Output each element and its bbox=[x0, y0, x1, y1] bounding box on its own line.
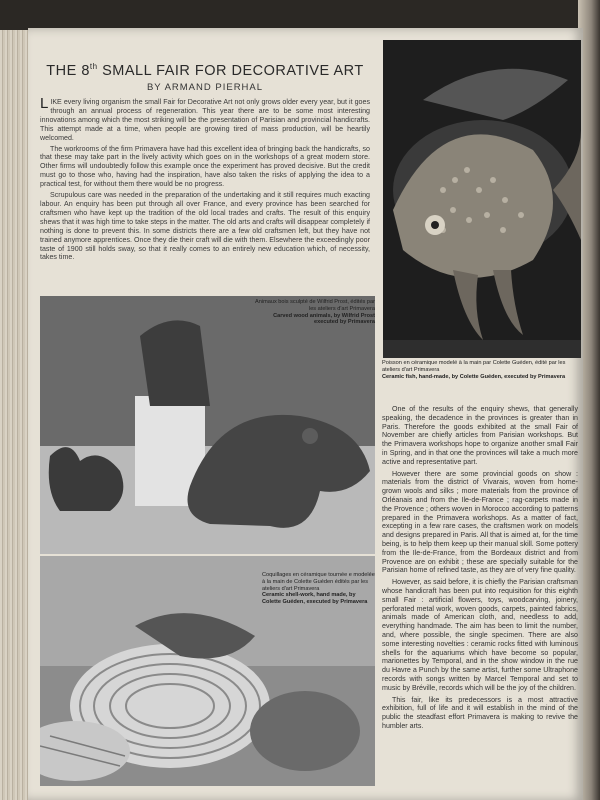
article-column-2 bbox=[382, 405, 578, 734]
animals-illustration bbox=[40, 296, 375, 554]
column-paragraph: One of the results of the enquiry shews, that generally speaking, the decadence in the provinces is greater than in Paris. Therefore the goods exhibited at the small Fair of November are chiefly articles from Parisian workshops. But the Primavera workshops hope to organize another small Fair in Spring, and in that one the provinces will take a much more active and representative part. bbox=[382, 405, 578, 466]
intro-paragraph: Scrupulous care was needed in the preparation of the undertaking and it still requires much exacting labour. An enquiry has been put through all over France, and every province has been searched for craftsmen who have kept up the tradition of the old local trades and crafts. The result of this enquiry shews that it was high time to take steps in the matter. The old arts and crafts will disappear completely if nothing is done to prevent this. In some districts there are a few old craftsmen left, but they have not trained anymore apprentices. Once they die their craft will die with them. Elsewhere the exceedingly poor taste of 1900 still holds sway, so that it really comes to an entirely new education which, of necessity, takes time. bbox=[40, 191, 370, 262]
column-paragraph: However there are some provincial goods on show : materials from the district of Vivarais, woven from home-grown wools and silks ; more materials from the province of Orléanais and from the Ile-de-France ; rag-carpets made in the Provence ; others woven in Morocco according to patterns prepared in the Primavera workshops. As a matter of fact, excepting in a few rare cases, the craftsmen work on models and designs prepared in Paris. All that is aimed at, for the time being, is to help them keep up their manual skill. Some pottery from the Ile-de-France, from the Bordeaux district and from Provence are on exhibit ; these are specially suitable for the Parisian home of refined taste, as they are of very fine quality. bbox=[382, 469, 578, 575]
animals-caption bbox=[250, 299, 375, 326]
intro-paragraph: LIKE every living organism the small Fair for Decorative Art not only grows older every year, but it goes through an annual process of regeneration. This year there are to be some most interesting innovations among which the most striking will be the presentation of Parisian and provincial handicrafts. This attempt made at a time, when people are growing tired of mass production, will be heartily welcomed. bbox=[40, 95, 370, 142]
shells-caption-en: Ceramic shell-work, hand made, by Colette Guéden, executed by Primavera bbox=[262, 592, 368, 606]
ceramic-fish-photo bbox=[383, 40, 581, 358]
fish-caption bbox=[382, 360, 582, 380]
fish-caption-fr: Poisson en céramique modelé à la main par Colette Guéden, édité par les ateliers d'art Primavera bbox=[382, 360, 566, 373]
shells-caption-fr: Coquillages en céramique tournée e modelée à la main de Colette Guéden édités par les ateliers d'art Primavera bbox=[262, 572, 375, 592]
carved-animals-photo bbox=[40, 296, 375, 554]
column-paragraph: This fair, like its predecessors is a most attractive exhibition, full of life and it will establish in the mind of the public the steadfast effort Primavera is making to revive the humbler arts. bbox=[382, 695, 578, 730]
article-title: THE 8th SMALL FAIR FOR DECORATIVE ART bbox=[46, 62, 364, 79]
dropcap: L bbox=[40, 95, 49, 112]
article-byline: BY ARMAND PIERHAL bbox=[146, 82, 264, 93]
fish-illustration bbox=[383, 40, 581, 358]
shells-caption bbox=[262, 572, 376, 606]
animals-caption-fr: Animaux bois sculpté de Wilfrid Prost, édités par les ateliers d'art Primavera bbox=[254, 299, 375, 312]
fish-caption-en: Ceramic fish, hand-made, by Colette Guéden, executed by Primavera bbox=[382, 373, 566, 380]
intro-paragraph: The workrooms of the firm Primavera have had this excellent idea of bringing back the handicrafts, so that these may take part in the lively activity which goes on in the workshops of a great modern store. Other firms will undoubtedly follow this example once the experiment has proved decisive. But the credit must go to those who, having had the inspiration, have also taken the risks of applying the idea to a practical test, for without them there would be no progress. bbox=[40, 144, 370, 189]
intro-text bbox=[40, 95, 370, 264]
animals-caption-en: Carved wood animals, by Wilfrid Prost executed by Primavera bbox=[273, 312, 375, 326]
column-paragraph: However, as said before, it is chiefly the Parisian craftsman whose handicraft has been put into requisition for this eighth small Fair : artificial flowers, toys, woodcarving, joinery, perforated metal work, woven goods, carpets, painted fabrics, animals made of American cloth, and, needless to add, everything handmade. The aim has been to limit the number, and, where possible, the single specimen. There are also some interesting novelties : ceramic rocks fitted with luminous shells for the aquariums which have become so popular, marionettes by Temporal, and in the show window in the rue du Havre a Punch by the same artist, further some Ultraphone records with songs written by Marcel Temporal and set to music by Bréville, records which will be the joy of the children. bbox=[382, 578, 578, 692]
